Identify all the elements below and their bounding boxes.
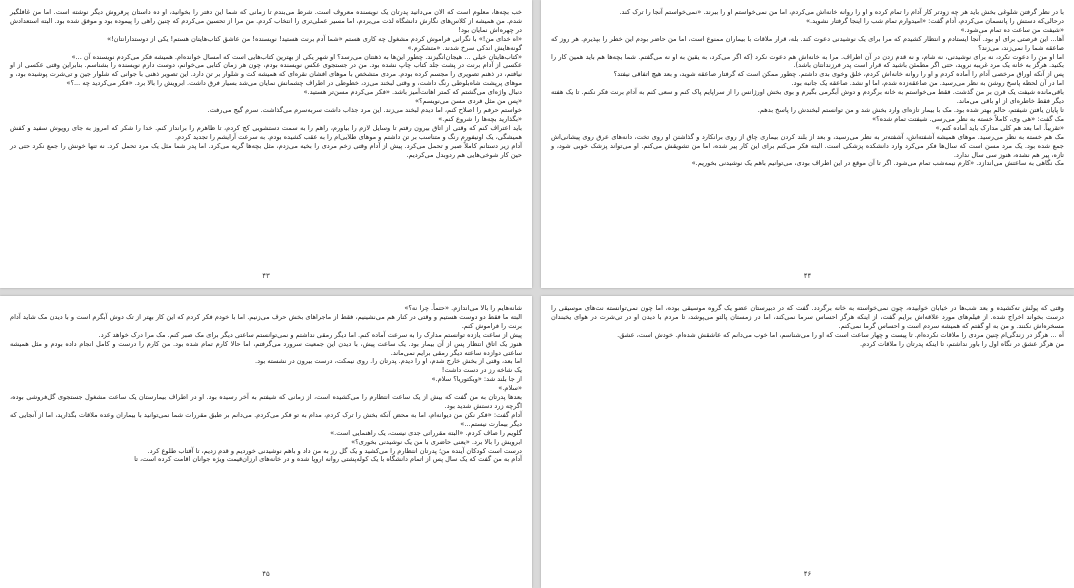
paragraph: درحالی‌که دستش را پانسمان می‌کردم، آدام گفت: «امیدوارم تمام شب را اینجا گرفتار نشوید.»: [805, 16, 1064, 25]
paragraph: «شیفت من ساعت ده تمام می‌شود.»: [960, 25, 1064, 34]
paragraph: اما بعد، وقتی از بخش خارج شدم، او را دیدم. پدرتان را. روی نیمکت، درست بیرون در نشسته بود.: [254, 357, 522, 366]
paragraph: دنبال واژه‌ای می‌گشتم که کمتر اهانت‌آمیز باشد. «فکر می‌کردم مسن‌تر هستید.»: [303, 88, 522, 97]
paragraph: پیش از ساعت یازده توانستم مدارک را به سرعت آماده کنم. اما دیگر رمقی نداشتم و نمی‌توانستم ساعتی دیگر برای مک صبر کنم. مک مرا درک خواهد کرد.: [98, 330, 522, 339]
paragraph: ابرویش را بالا برد. «یعنی حاضری با من یک نوشیدنی بخوری؟»: [351, 437, 522, 446]
paragraph: آدام گفت: «فکر نکن من دیوانه‌ام، اما به محض آنکه بخش را ترک کردم، مدام به تو فکر می‌کردم. می‌دانم بر طبق مقررات شما نمی‌توانید با بیماران وعده ملاقات بگذارید، اما از آنجایی که دیگر بیمارت نیستم...»: [10, 410, 522, 428]
paragraph: درست است کودکان آینده من؛ پدرتان انتظارم را می‌کشید و یک گل رز به من داد و باهم نوشیدنی خوردیم و قدم زدیم، تا آفتاب طلوع کرد.: [147, 446, 522, 455]
paragraph: «پس من مثل فردی مسن می‌نویسم؟»: [414, 97, 522, 106]
paragraph: پس از آنکه اوراق مرخصی آدام را آماده کردم و او را روانه خانه‌اش کردم، خلق وخوی بدی داشتم. چطور ممکن است که گرفتار صاعقه شوید، و بعد هیچ اتفاقی نیفتد؟: [613, 70, 1064, 79]
page-number: ۴۳: [262, 272, 270, 280]
page-46: [541, 296, 1074, 588]
paragraph: گلویم را صاف کردم. «البته مقرراتی جدی نیست، یک راهنمایی است.»: [330, 428, 522, 437]
page-44: [541, 0, 1074, 288]
paragraph: باید اعتراف کنم که وقتی از اتاق بیرون رفتم تا وسایل لازم را بیاورم، راهم را به سمت دستشویی کج کردم، تا ظاهرم را برانداز کنم. خدا را شکر که امروز به جای روپوش سفید و کفش همیشگی، یک اونیفورم رنگ و متناسب بر تن داشتم و موهای طلایی‌ام را به عقب کشیده بودم. به سرعت آرایشم را تجدید کردم.: [10, 123, 522, 141]
paragraph: خب بچه‌ها، معلوم است که الان می‌دانید پدرتان یک نویسنده معروف است. شرط می‌بندم تا زمانی که شما این دفتر را بخوانید، او ده داستان پرفروش دیگر نوشته است. اما من غافلگیر شدم. من همیشه از کلاس‌های نگارش دانشگاه لذت می‌بردم، اما مسیر عملی‌تری را انتخاب کردم. من مرا از تحسین می‌کردم که چنین راهی را پیموده بود و موفق شده بود. البته استعدادش در چهره‌اش نمایان بود!: [10, 8, 522, 34]
paragraph: البته ما فقط دو دوست هستیم و وقتی در کنار هم می‌نشینیم، فقط از ماجراهای بخش حرف می‌زنیم. اما با خودم فکر کردم که این کار بهتر از تک دوش آبگرم است و با دیدن مک شاید آدام برنت را فراموش کنم.: [10, 312, 522, 330]
paragraph: بعدها پدرتان به من گفت که بیش از یک ساعت انتظارم را می‌کشیده است، از زمانی که شیفتم به آخر رسیده بود. او در اطراف بیمارستان یک ساعت مشغول جستجوی گل‌فروشی بوده، اگرچه زرد دستش شدید بود.: [10, 393, 522, 410]
paragraph: آه ... هرگز در زندگی‌ام چنین مردی را ملاقات نکرده‌ام. تا پیست و چهار ساعت است که او را می‌شناسم، اما خوب می‌دانم که عاشقش شده‌ام. خودش است، عشق.: [617, 330, 1064, 339]
paragraph: مک گفت: «هی وی، کاملاً خسته به نظر می‌رسی. شیفتت تمام شده؟»: [872, 114, 1064, 123]
page-number: ۴۶: [803, 570, 812, 578]
paragraph: تا پایان یافتن شیفتم، حالم بهتر شده بود. مک با بیمار تازه‌ای وارد بخش شد و من توانستم لبخندش را پاسخ بدهم.: [757, 105, 1064, 114]
paragraph: باقی‌مانده شیفت یک قرن بر من گذشت. فقط می‌خواستم به خانه برگردم و دوش آبگرمی بگیرم و بوی بخش اورژانس را از سراپایم پاک کنم و سعی کنم به آدام برنت فکر نکنم. تا یک هفته دیگر فقط خاطره‌ای از او باقی می‌ماند.: [551, 88, 1064, 106]
paragraph: هنوز یک اتاق انتظار پس از آن بیمار بود. یک ساعت پیش، با دیدن این جمعیت سرورد می‌گرفتم، اما حالا کارم تمام شده بود. من کارم را درست و کامل انجام داده بودم و مثل همیشه ساعتی دوازده ساعته دیگر رمقی برایم نمی‌ماند.: [10, 339, 522, 357]
page-43: [0, 0, 532, 288]
paragraph: یک شاخه رز در دست داشت!: [441, 366, 522, 375]
page-number: ۴۵: [262, 570, 270, 578]
paragraph: «کتاب‌هایتان خیلی ... هیجان‌انگیزند. چطور این‌ها به ذهنتان می‌رسد؟ او شهر یکی از بهترین کتاب‌هایی است که امسال خوانده‌ام. همیشه فکر می‌کردم نویسنده آن ...»: [71, 52, 522, 61]
paragraph: من هرگز عشق در نگاه اول را باور نداشتم، تا اینکه پدرتان را ملاقات کردم.: [860, 339, 1064, 348]
paragraph: خواستم حرفم را اصلاح کنم، اما دیدم لبخند می‌زند. این مرد جذاب داشت سربه‌سرم می‌گذاشت. سرم گیج می‌رفت.: [207, 105, 522, 114]
paragraph: «سلام.»: [498, 384, 522, 393]
paragraph: مک نگاهی به ساعتش می‌اندازد. «کارم نیمه‌شب تمام می‌شود. اگر تا آن موقع در این اطراف بودی، می‌توانیم باهم یک نوشیدنی بخوریم.»: [691, 159, 1064, 168]
paragraph: اما او من را دعوت نکرد، نه برای نوشیدنی، نه شام، و نه قدم زدن در آن اطراف. مرا به خانه‌اش هم دعوت نکرد (که اگر می‌کرد، به یقین به او نه می‌گفتم. شما بچه‌ها هم باید همین کار را بکنید. هرگز به خانه یک مرد غریبه نروید، حتی اگر مطمئن باشید که قرار است پدر فرزندانتان باشد).: [551, 52, 1064, 70]
paragraph: آدام زیر دستانم کاملاً صبر و تحمل می‌کرد. پیش از آدام وقتی زخم مردی را بخیه می‌زدم، مثل بچه‌ها گریه می‌کرد. اما پدر شما مثل یک مرد تحمل کرد. نه تنها خونش را جمع نکرد حتی در حین کار شوخی‌هایی هم ردوبدل می‌کردیم.: [10, 141, 522, 159]
page-45: [0, 296, 532, 588]
page-number: ۴۴: [803, 272, 812, 280]
paragraph: مک هم خسته به نظر می‌رسید. موهای همیشه آشفته‌اش، آشفته‌تر به نظر می‌رسید، و بعد از بلند کردن بیماری چاق از روی برانکارد و گذاشتن او روی تخت، دانه‌های عرق روی پیشانی‌اش جمع شده بود. یک مرد مسن است که سال‌ها فکر می‌کرد وارد دانشکده پزشکی است. البته فکر می‌کنم برای این کار پیر شده، اما من تشویقش می‌کنم. او می‌تواند پزشک خوبی شود، و تازه، پیر هم نشده، هنوز سی سال ندارد.: [551, 132, 1064, 159]
paragraph: آدام به من گفت که یک سال پس از اتمام دانشگاه با یک کوله‌پشتی روانه اروپا شده و در خانه‌های ارزان‌قیمت ویژه جوانان اقامت کرده است، تا: [134, 455, 522, 464]
paragraph: عکسی از آدام برنت در پشت جلد کتاب چاپ نشده بود. من در جستجوی عکس نویسنده بودم، چون هر زمان کتابی می‌خوانم، دوست دارم نویسنده را بشناسم. بنابراین وقتی عکسی از او نیافتم، در ذهنم تصویری را مجسم کرده بودم. مردی متشخص با موهای افشان نقره‌ای که همیشه کت و شلوار بر تن دارد. این تصویر ذهنی با جوانی که شلوار جین و تی‌شرت پوشیده بود، و موهای پرپشت شاه‌بلوطی رنگ داشت، و وقتی لبخند می‌زد، خطوطی در اطراف چشمانش نمایان می‌شد بسیار فرق داشت. ابرویش را بالا برد. «فکر می‌کردید چه ...؟»: [10, 61, 522, 88]
paragraph: با در نظر گرفتن شلوغی بخش باید هر چه زودتر کار آدام را تمام کرده و او را روانه خانه‌اش می‌کردم، اما من نمی‌خواستم او را ببرند. «نمی‌خواستم آنجا را ترک کند.: [619, 8, 1064, 16]
paragraph: «تقریباً. اما بعد هم کلی مدارک باید آماده کنم.»: [935, 123, 1064, 132]
paragraph: گونه‌هایش اندکی سرخ شدند. «متشکرم.»: [407, 43, 522, 52]
paragraph: آها... این فرصتی برای او بود. آنجا ایستادم و انتظار کشیدم که مرا برای یک نوشیدنی دعوت کند. بله، قرار ملاقات با بیماران ممنوع است، اما من حاضر بودم این خطر را بپذیرم. هر روز که صاعقه شما را نمی‌زند، می‌زند؟: [551, 34, 1064, 52]
paragraph: «اه خدای من!» با نگرانی فراموش کردم مشغول چه کاری هستم «شما آدم برنت هستید! نویسنده! من عاشق کتاب‌هایتان هستم! یکی از دوستدارانتان!»: [106, 34, 522, 43]
paragraph: وقتی که پولش ته‌کشیده و بعد شب‌ها در خیابان خوابیده، چون نمی‌خواسته به خانه برگردد. گفت که در دبیرستان عضو یک گروه موسیقی بوده، اما چون نمی‌توانسته نت‌های موسیقی را درست بخواند اخراج شده. از فیلم‌های مورد علاقه‌اش برایم گفت، از اینکه هرگز احساس سرما نمی‌کند، اما در زمستان پالتو می‌پوشد، تا مردم با دیدن او در تی‌شرت در هوای یخبندان مسخره‌اش نکنند. و من به او گفتم که همیشه سردم است و احساس گرما نمی‌کنم.: [551, 304, 1064, 330]
paragraph: «بگذارید بچه‌ها را شروع کنم.»: [438, 114, 522, 123]
paragraph: اما در آن لحظه پاسخ روشن به نظر می‌رسید. من صاعقه‌زده شدم، اما او نشد. صاعقه یک جانبه بود.: [791, 79, 1064, 88]
paragraph: از جا بلند شد: «ویکتوریا؟ سلام.»: [431, 375, 522, 384]
paragraph: شانه‌هایم را بالا می‌اندازم. «حتماً. چرا نه؟»: [404, 304, 522, 312]
